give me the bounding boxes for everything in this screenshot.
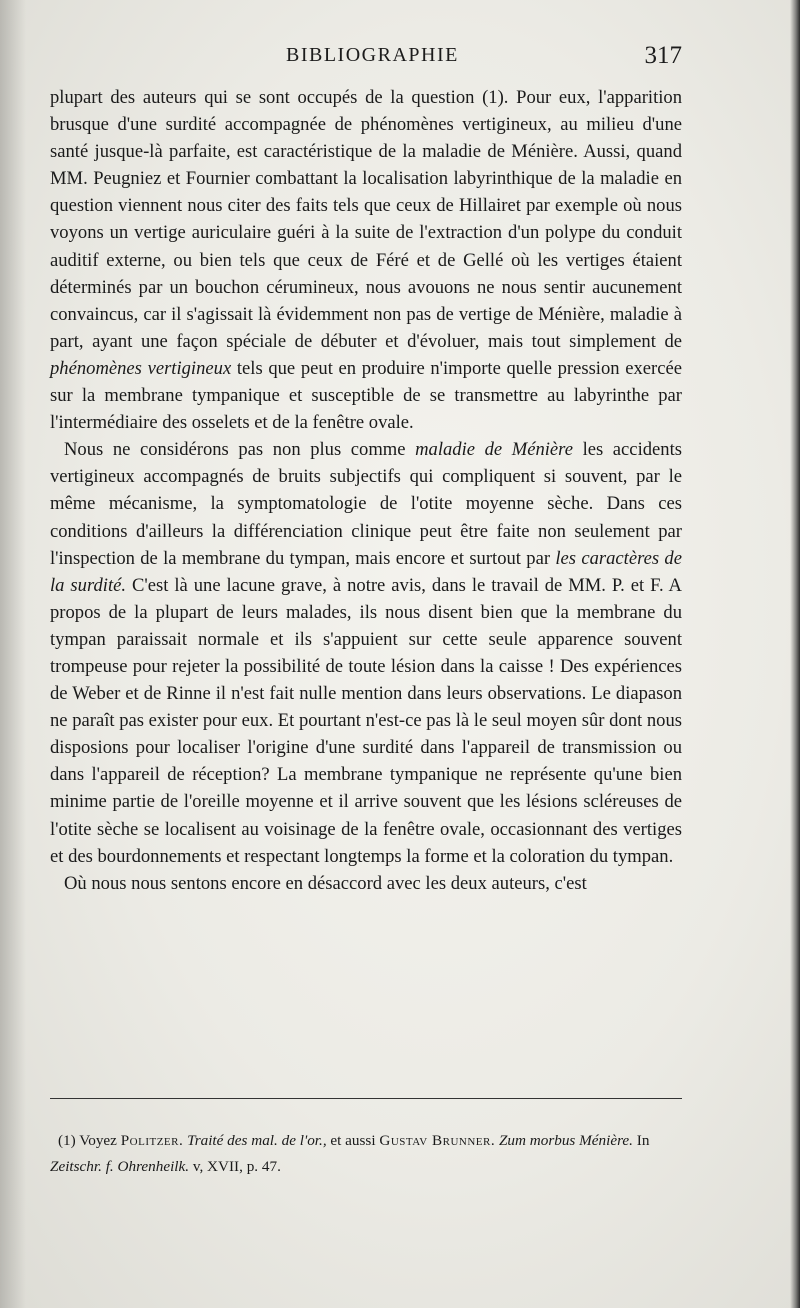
- footnote-journal: Zeitschr. f. Ohrenheilk.: [50, 1158, 190, 1175]
- paragraph-1: [50, 84, 682, 436]
- paragraph-1-text: plupart des auteurs qui se sont occupés de la question (1). Pour eux, l'apparition brusque d'une surdité accompagnée de phénomènes vertigineux, au milieu d'une santé jusque-là parfaite, est caractéristique de la maladie de Ménière. Aussi, quand MM. Peugniez et Fournier combattant la localisation labyrinthique de la maladie en question viennent nous citer des faits tels que ceux de Hillairet par exemple où nous voyons un vertige auriculaire guéri à la suite de l'extraction d'un polype du conduit auditif externe, ou bien tels que ceux de Féré et de Gellé où les vertiges étaient déterminés par un bouchon cérumineux, nous avouons ne nous sentir aucunement convaincus, car il s'agissait là évidemment non pas de vertige de Ménière, maladie à part, ayant une façon spéciale de débuter et d'évoluer, mais tout simplement de: [50, 87, 682, 352]
- footnote: [50, 1128, 682, 1180]
- footnote-title-morbus: Zum morbus Ménière.: [498, 1132, 633, 1149]
- footnote-author-brunner: Gustav Brunner.: [379, 1132, 496, 1149]
- paragraph-3: [50, 870, 682, 897]
- running-title: BIBLIOGRAPHIE: [286, 44, 459, 66]
- footnote-author-politzer: Politzer.: [120, 1132, 184, 1149]
- paragraph-1-text-end: tels que peut en produire n'importe quelle pression exercée sur la membrane tympanique et susceptible de se transmettre au labyrinthe par l'intermédiaire des osselets et de la fenêtre ovale.: [50, 357, 682, 434]
- paragraph-3-text: Où nous nous sentons encore en désaccord avec les deux auteurs, c'est: [64, 872, 587, 894]
- paragraph-2-text-b: les accidents vertigineux accompagnés de bruits subjectifs qui compliquent si souvent, par le même mécanisme, la symptomatologie de l'otite moyenne sèche. Dans ces conditions d'ailleurs la différenciation clinique peut être faite non seulement par l'inspection de la membrane du tympan, mais encore et surtout par: [50, 439, 682, 569]
- footnote-text-d: v, XVII, p. 47.: [189, 1158, 281, 1175]
- body-text: [50, 84, 682, 897]
- footnote-text-a: (1) Voyez: [58, 1132, 121, 1149]
- paragraph-2-text-a: Nous ne considérons pas non plus comme: [64, 439, 416, 461]
- page-number: 317: [644, 42, 682, 69]
- paragraph-2: [50, 436, 682, 870]
- paragraph-2-emphasis-a: maladie de Ménière: [415, 439, 573, 461]
- paragraph-2-emphasis-b: les caractères de la surdité.: [50, 547, 682, 596]
- paragraph-2-text-c: C'est là une lacune grave, à notre avis, dans le travail de MM. P. et F. A propos de la plupart de leurs malades, ils nous disent bien que la membrane du tympan paraissait normale et ils s'appuient sur cette seule apparence souvent trompeuse pour rejeter la possibilité de toute lésion dans la caisse ! Des expériences de Weber et de Rinne il n'est fait nulle mention dans leurs observations. Le diapason ne paraît pas exister pour eux. Et pourtant n'est-ce pas là le seul moyen sûr dont nous disposions pour localiser l'origine d'une surdité dans l'appareil de transmission ou dans l'appareil de réception? La membrane tympanique ne représente qu'une bien minime partie de l'oreille moyenne et il arrive souvent que les lésions scléreuses de l'otite sèche se localisent au voisinage de la fenêtre ovale, occasionnant des vertiges et des bourdonnements et respectant longtemps la forme et la coloration du tympan.: [50, 574, 682, 867]
- footnote-divider: [50, 1098, 682, 1099]
- footnote-text-c: In: [632, 1132, 650, 1149]
- footnote-text-b: et aussi: [326, 1132, 380, 1149]
- footnote-title-traite: Traité des mal. de l'or.,: [187, 1132, 327, 1149]
- paragraph-1-emphasis: phénomènes vertigineux: [50, 357, 232, 379]
- running-header: [50, 40, 682, 76]
